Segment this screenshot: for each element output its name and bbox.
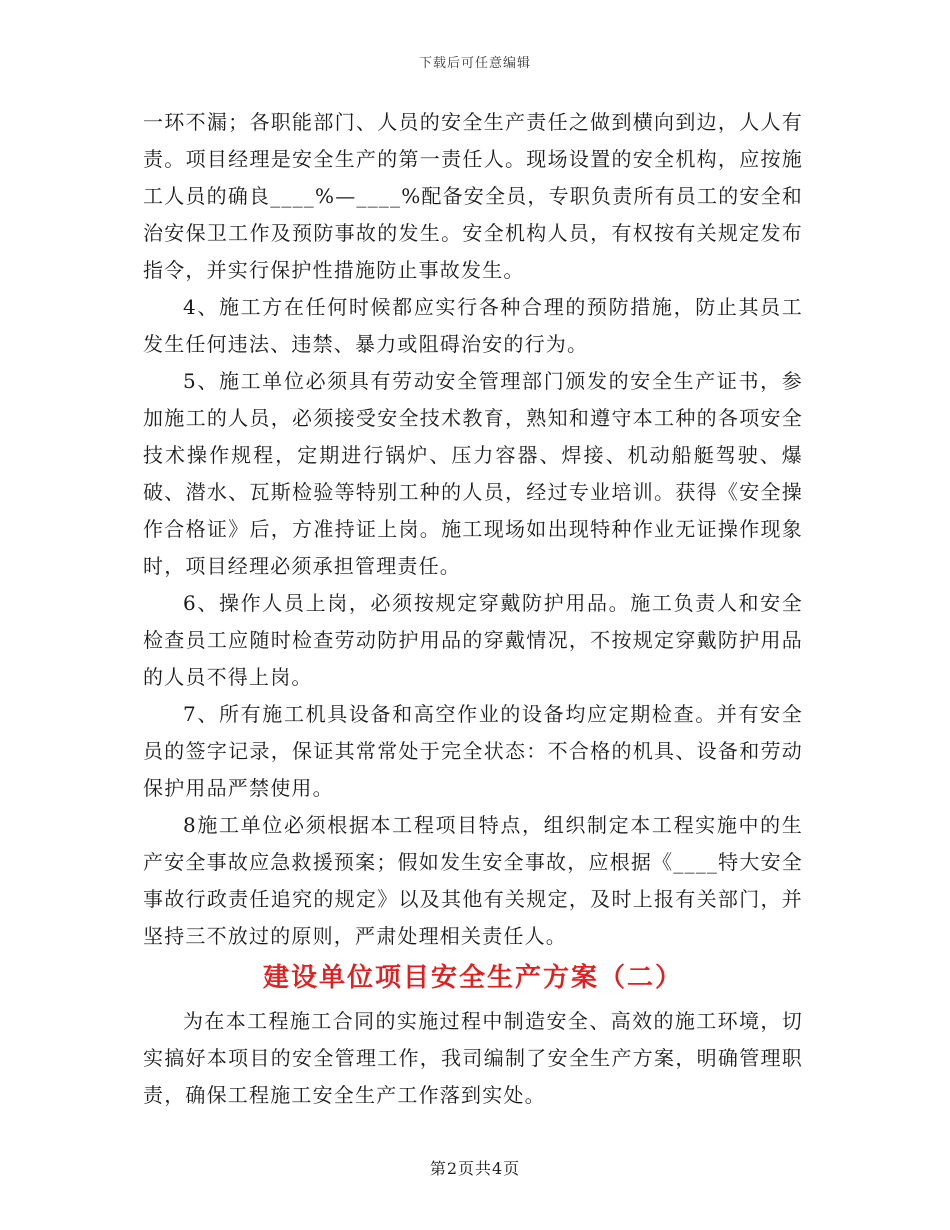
section-title: 建设单位项目安全生产方案（二）	[262, 963, 683, 993]
section-paragraph-intro: 为在本工程施工合同的实施过程中制造安全、高效的施工环境，切实搞好本项目的安全管理工作，我司编制了安全生产方案，明确管理职责，确保工程施工安全生产工作落到实处。	[143, 1009, 803, 1107]
paragraph-item-7: 7、所有施工机具设备和高空作业的设备均应定期检查。并有安全员的签字记录，保证其常常处于完全状态：不合格的机具、设备和劳动保护用品严禁使用。	[143, 702, 803, 800]
paragraph-continuation: 一环不漏；各职能部门、人员的安全生产责任之做到横向到边，人人有责。项目经理是安全生产的第一责任人。现场设置的安全机构，应按施工人员的确良____%—____%配备安全员，专职负责所有员工的安全和治安保卫工作及预防事故的发生。安全机构人员，有权按有关规定发布指令，并实行保护性措施防止事故发生。	[143, 110, 804, 282]
paragraph-item-4: 4、施工方在任何时候都应实行各种合理的预防措施，防止其员工发生任何违法、违禁、暴力或阻碍治安的行为。	[143, 295, 803, 356]
paragraph-item-5: 5、施工单位必须具有劳动安全管理部门颁发的安全生产证书，参加施工的人员，必须接受安全技术教育，熟知和遵守本工种的各项安全技术操作规程，定期进行锅炉、压力容器、焊接、机动船艇驾驶、爆破、潜水、瓦斯检验等特别工种的人员，经过专业培训。获得《安全操作合格证》后，方准持证上岗。施工现场如出现特种作业无证操作现象时，项目经理必须承担管理责任。	[143, 369, 803, 578]
header-note: 下载后可任意编辑	[418, 56, 531, 71]
paragraph-item-8: 8施工单位必须根据本工程项目特点，组织制定本工程实施中的生产安全事故应急救援预案；假如发生安全事故，应根据《____特大安全事故行政责任追究的规定》以及其他有关规定，及时上报有关部门，并坚持三不放过的原则，严肃处理相关责任人。	[143, 813, 803, 948]
page-number-footer: 第2页共4页	[429, 1159, 521, 1178]
document-body	[143, 104, 803, 1114]
paragraph-item-6: 6、操作人员上岗，必须按规定穿戴防护用品。施工负责人和安全检查员工应随时检查劳动防护用品的穿戴情况，不按规定穿戴防护用品的人员不得上岗。	[143, 591, 803, 689]
